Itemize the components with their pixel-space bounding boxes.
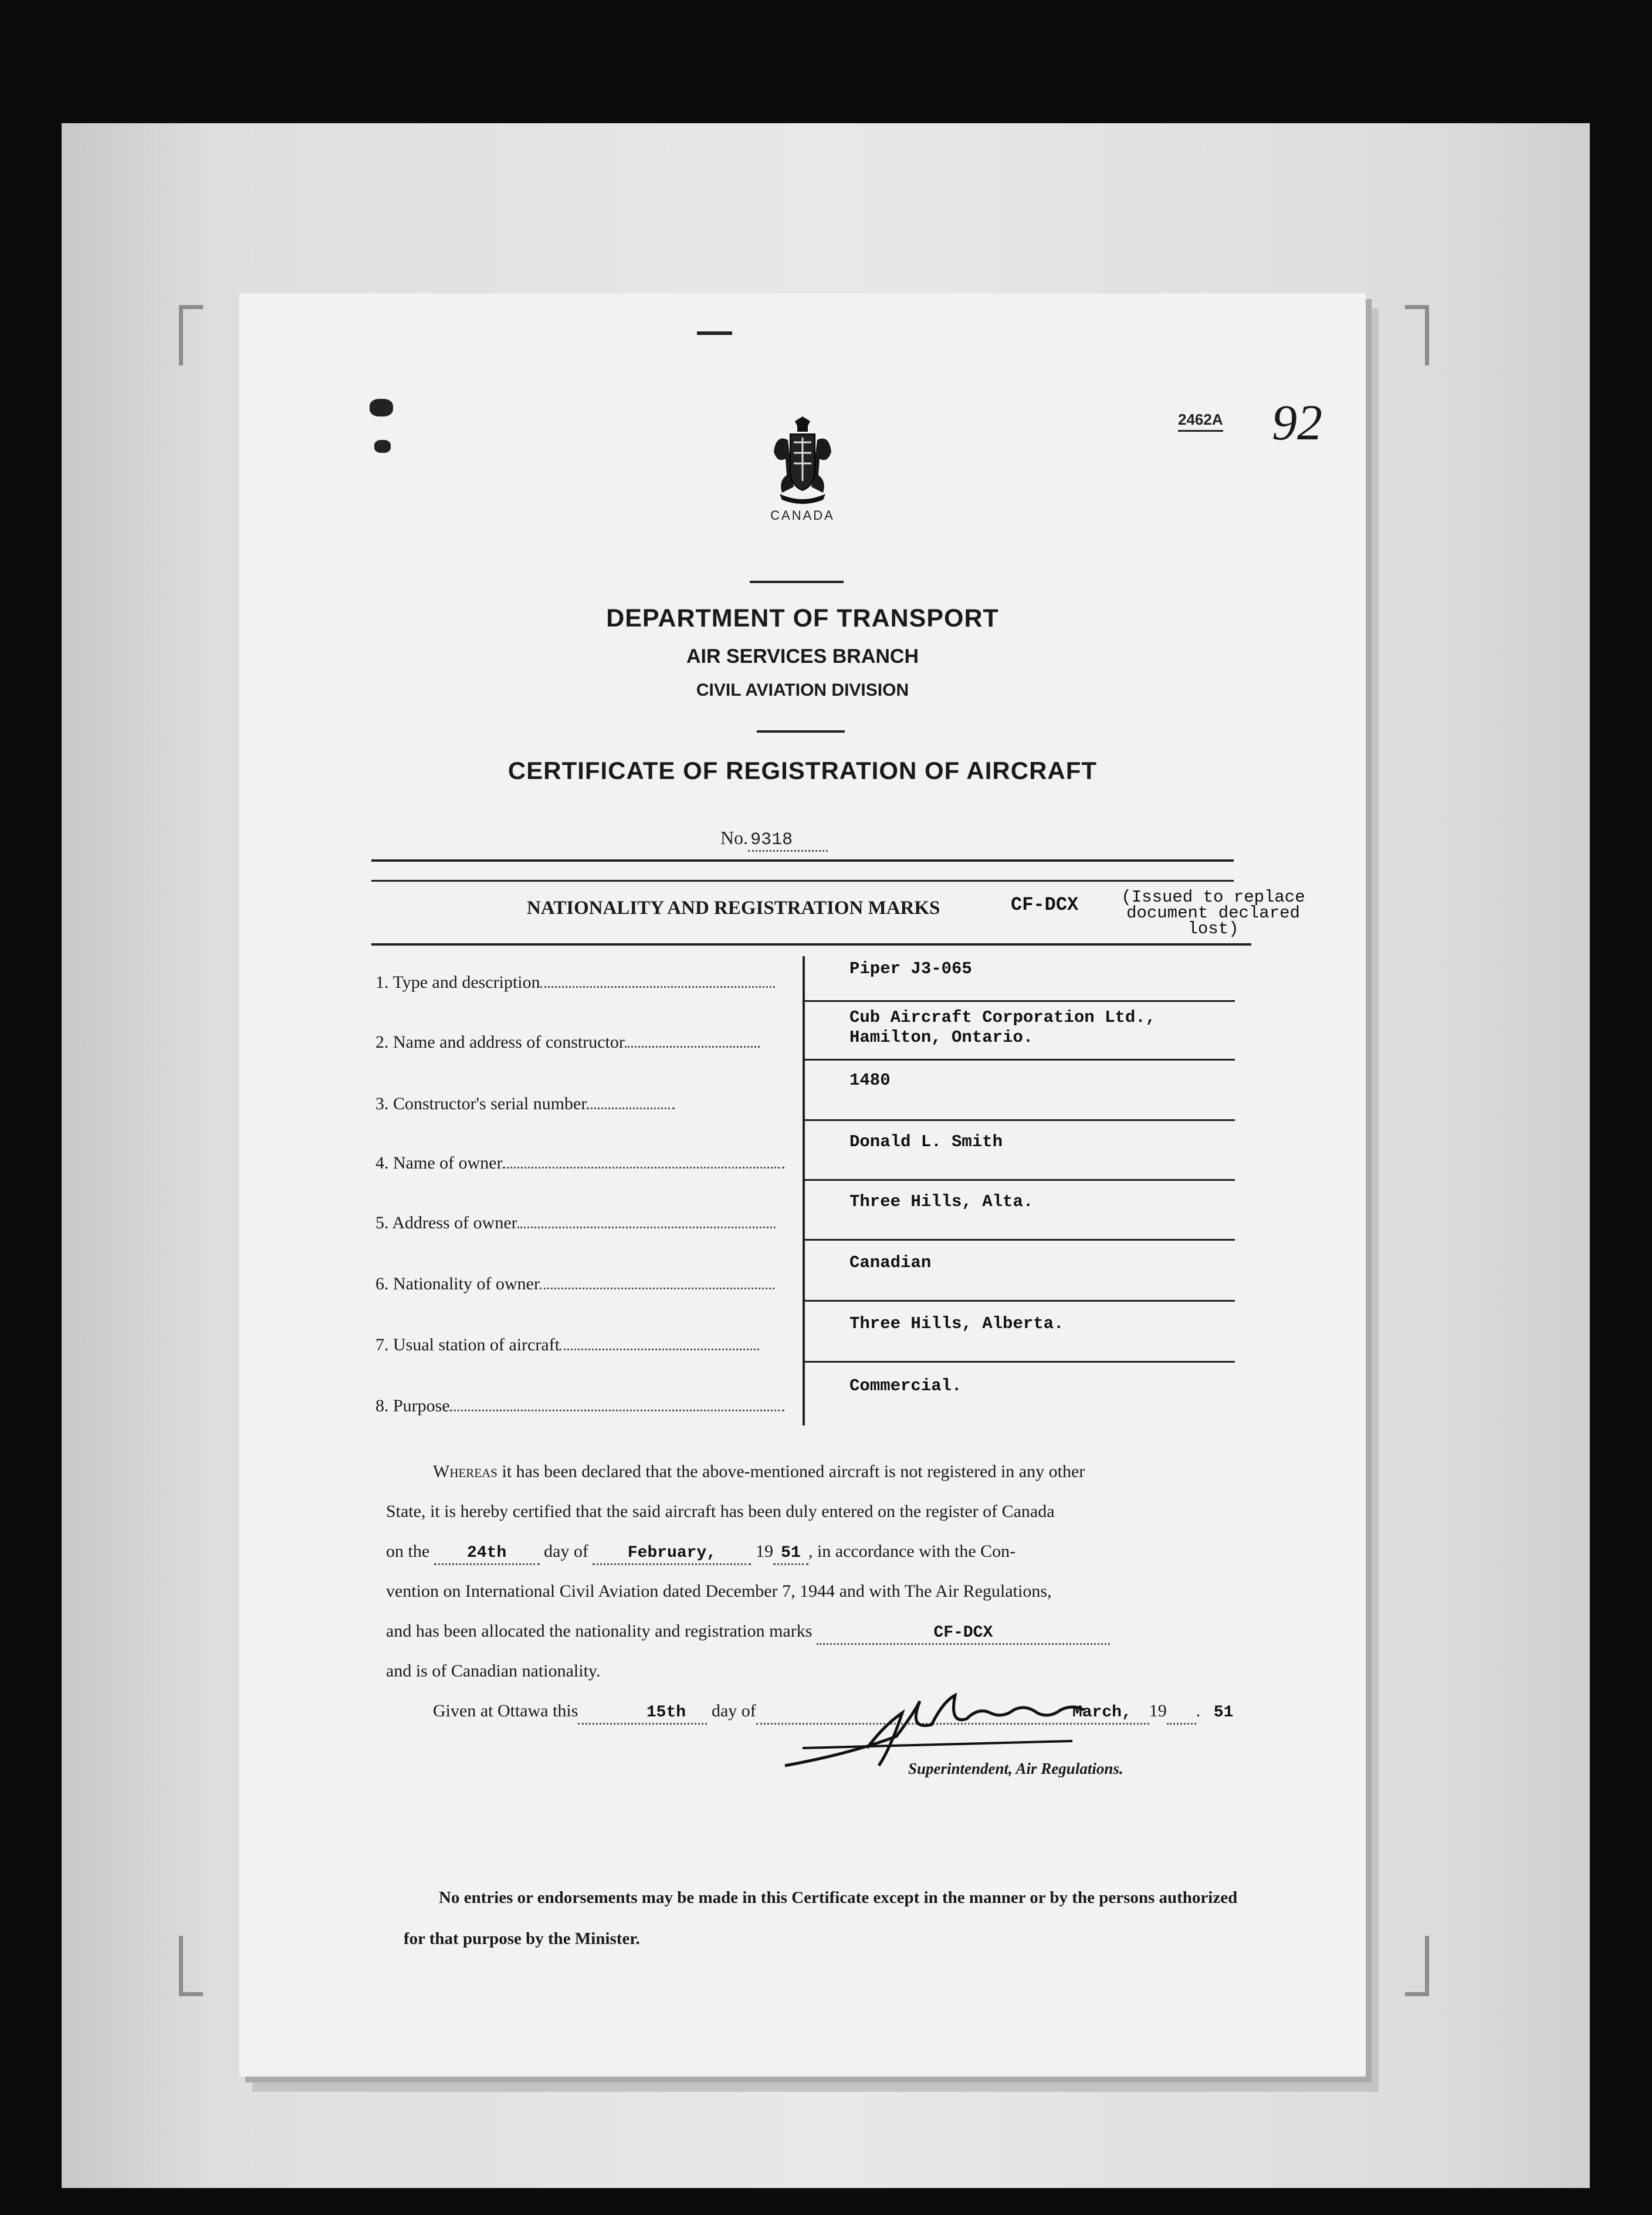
field-value: Canadian [849,1253,932,1272]
registration-day: 24th [434,1543,540,1565]
rule [371,880,1234,882]
signature-title: Superintendent, Air Regulations. [908,1760,1123,1777]
rule [371,943,1251,946]
field-label: 4. Name of owner [375,1153,784,1173]
rule [804,1119,1235,1121]
corner-bracket-bottom-left [179,1936,203,1996]
ink-speck [374,440,391,453]
coat-of-arms [744,416,861,523]
registration-month: February, [593,1543,751,1565]
field-label: 1. Type and description [375,973,775,993]
field-value: 1480 [849,1071,891,1090]
given-month: March, [756,1703,1149,1725]
field-label: 2. Name and address of constructor [375,1032,760,1052]
ink-speck [370,399,393,416]
country-label: CANADA [770,508,835,523]
column-divider [803,956,805,1425]
registration-year: 51 [773,1543,808,1565]
nationality-note: (Issued to replace document declared lost) [1121,888,1305,939]
field-value: Piper J3-065 [849,959,972,978]
certification-text: Whereas it has been declared that the above-mentioned aircraft is not registered in any other State, it is hereby certified that the said aircraft has been duly entered on the register of Canada on the 24th day of February, 19 51 , in accordance with the Con- vention on International Civil Aviation dated December 7, 1944 and with The Air Regulations, and has been allocated the nationality and registration marks CF-DCX and is of Canadian nationality. Given at Ottawa this 15th day of March, 19 51. [386,1452,1254,1731]
given-day: 15th [578,1703,707,1725]
corner-bracket-bottom-right [1405,1936,1429,1996]
field-value: Commercial. [849,1376,962,1396]
divider [757,730,845,733]
rule [371,859,1234,862]
rule [804,1059,1235,1061]
rule [804,1239,1235,1241]
form-number: 2462A [1178,411,1223,432]
handwritten-page-number: 92 [1272,394,1322,451]
rule [804,1000,1235,1002]
field-label: 3. Constructor's serial number [375,1094,675,1114]
rule [804,1300,1235,1302]
field-label: 6. Nationality of owner [375,1274,774,1294]
field-label: 8. Purpose [375,1396,784,1416]
divider [750,581,844,583]
field-label: 7. Usual station of aircraft [375,1335,759,1355]
rule [804,1361,1235,1363]
corner-bracket-top-right [1405,305,1429,365]
whereas-word: Whereas [433,1462,497,1481]
registration-marks: CF-DCX [817,1623,1110,1645]
field-value: Three Hills, Alta. [849,1192,1034,1211]
field-label: 5. Address of owner [375,1213,776,1233]
field-value: Cub Aircraft Corporation Ltd., Hamilton, Ontario. [849,1008,1156,1047]
signature-icon [779,1678,1096,1772]
certificate-number [720,827,828,850]
certificate-number-value: 9318 [748,830,828,852]
crest-icon [770,416,835,504]
department-heading: DEPARTMENT OF TRANSPORT [606,604,999,632]
field-value: Donald L. Smith [849,1132,1003,1151]
corner-bracket-top-left [179,305,203,365]
rule [804,1179,1235,1181]
branch-heading: AIR SERVICES BRANCH [686,645,919,668]
given-year: 51 [1167,1703,1196,1725]
certificate-number-label: No. [720,827,749,848]
ink-speck [697,331,732,335]
footer-notice: No entries or endorsements may be made in this Certificate except in the manner or by the persons authorized for that purpose by the Minister. [404,1888,1238,1948]
field-value: Three Hills, Alberta. [849,1314,1064,1333]
nationality-value: CF-DCX [1011,894,1079,916]
certificate-page [239,293,1366,2077]
certificate-title: CERTIFICATE OF REGISTRATION OF AIRCRAFT [507,757,1098,784]
nationality-label: NATIONALITY AND REGISTRATION MARKS [527,897,940,919]
division-heading: CIVIL AVIATION DIVISION [696,680,909,700]
